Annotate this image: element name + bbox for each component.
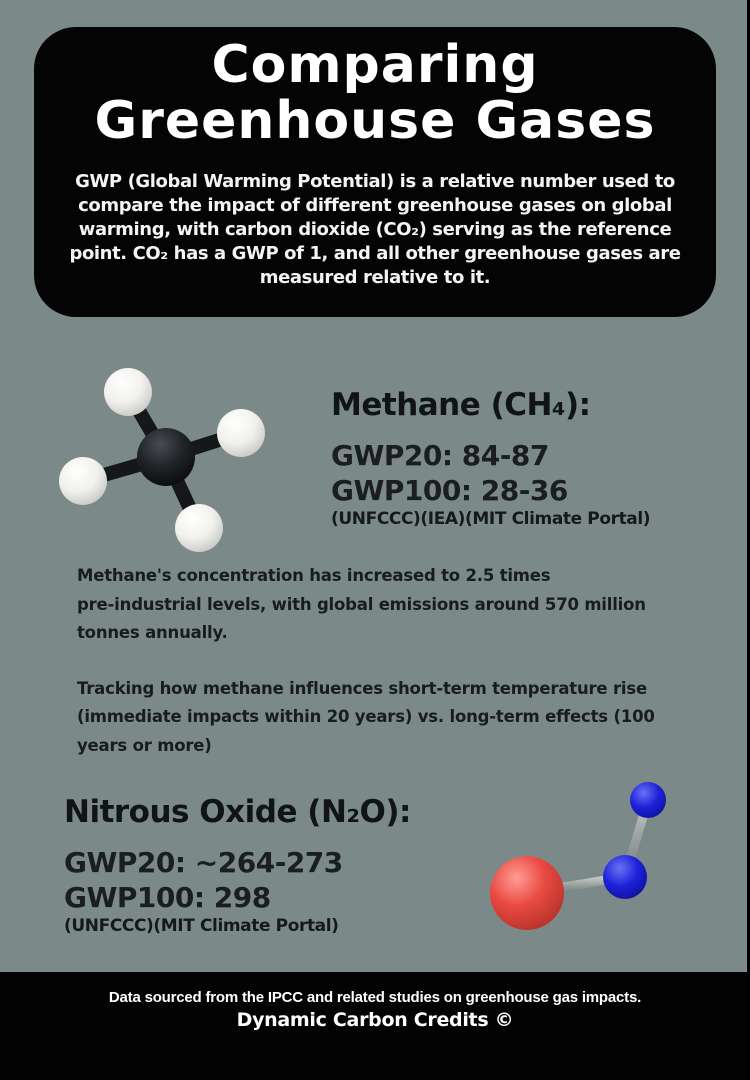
nitrous-sources: (UNFCCC)(MIT Climate Portal) bbox=[64, 916, 339, 936]
gwp-description bbox=[34, 170, 716, 290]
page-title-line2: Greenhouse Gases bbox=[94, 91, 656, 151]
hydrogen-atom bbox=[104, 368, 152, 416]
footer-source-note: Data sourced from the IPCC and related studies on greenhouse gas impacts. bbox=[108, 989, 642, 1006]
gwp-description-line: compare the impact of different greenhouse gases on global bbox=[78, 195, 672, 216]
paragraph-line: Methane's concentration has increased to 2.5 times bbox=[77, 566, 551, 585]
paragraph-line: years or more) bbox=[77, 735, 212, 755]
page-title bbox=[34, 37, 716, 149]
paragraph-line: (immediate impacts within 20 years) vs. long-term effects (100 bbox=[77, 707, 655, 726]
footer-bar bbox=[0, 972, 750, 1080]
nitrogen-atom bbox=[603, 855, 647, 899]
methane-paragraph-2 bbox=[77, 675, 655, 761]
gwp-description-line: GWP (Global Warming Potential) is a relative number used to bbox=[75, 171, 675, 192]
nitrous-gwp100: GWP100: 298 bbox=[64, 881, 271, 914]
paragraph-line: Tracking how methane influences short-term temperature rise bbox=[77, 678, 647, 698]
nitrous-gwp20: GWP20: ~264-273 bbox=[64, 846, 343, 879]
footer-credits: Dynamic Carbon Credits © bbox=[236, 1009, 514, 1031]
methane-heading: Methane (CH₄): bbox=[331, 387, 591, 423]
methane-sources: (UNFCCC)(IEA)(MIT Climate Portal) bbox=[331, 509, 651, 529]
carbon-atom bbox=[137, 428, 195, 486]
methane-gwp100: GWP100: 28-36 bbox=[331, 474, 568, 507]
methane-paragraphs bbox=[77, 562, 655, 760]
hydrogen-atom bbox=[59, 457, 107, 505]
methane-molecule-image bbox=[50, 352, 290, 564]
methane-gwp20: GWP20: 84-87 bbox=[331, 439, 549, 472]
page-title-line1: Comparing bbox=[211, 35, 539, 95]
gwp-description-line: warming, with carbon dioxide (CO₂) serving as the reference bbox=[78, 219, 672, 240]
hydrogen-atom bbox=[175, 504, 223, 552]
nitrous-oxide-molecule-image bbox=[478, 758, 708, 943]
oxygen-atom bbox=[490, 856, 564, 930]
gwp-description-line: point. CO₂ has a GWP of 1, and all other greenhouse gases are bbox=[69, 243, 681, 264]
gwp-description-line: measured relative to it. bbox=[259, 267, 491, 288]
paragraph-line: pre-industrial levels, with global emissions around 570 million bbox=[77, 594, 646, 614]
hydrogen-atom bbox=[217, 409, 265, 457]
paragraph-line: tonnes annually. bbox=[77, 623, 228, 642]
nitrogen-atom bbox=[630, 782, 666, 818]
nitrous-oxide-stats bbox=[64, 845, 343, 937]
nitrous-oxide-heading: Nitrous Oxide (N₂O): bbox=[64, 794, 411, 830]
header-panel bbox=[34, 27, 716, 317]
methane-stats bbox=[331, 438, 650, 530]
methane-paragraph-1 bbox=[77, 562, 655, 648]
